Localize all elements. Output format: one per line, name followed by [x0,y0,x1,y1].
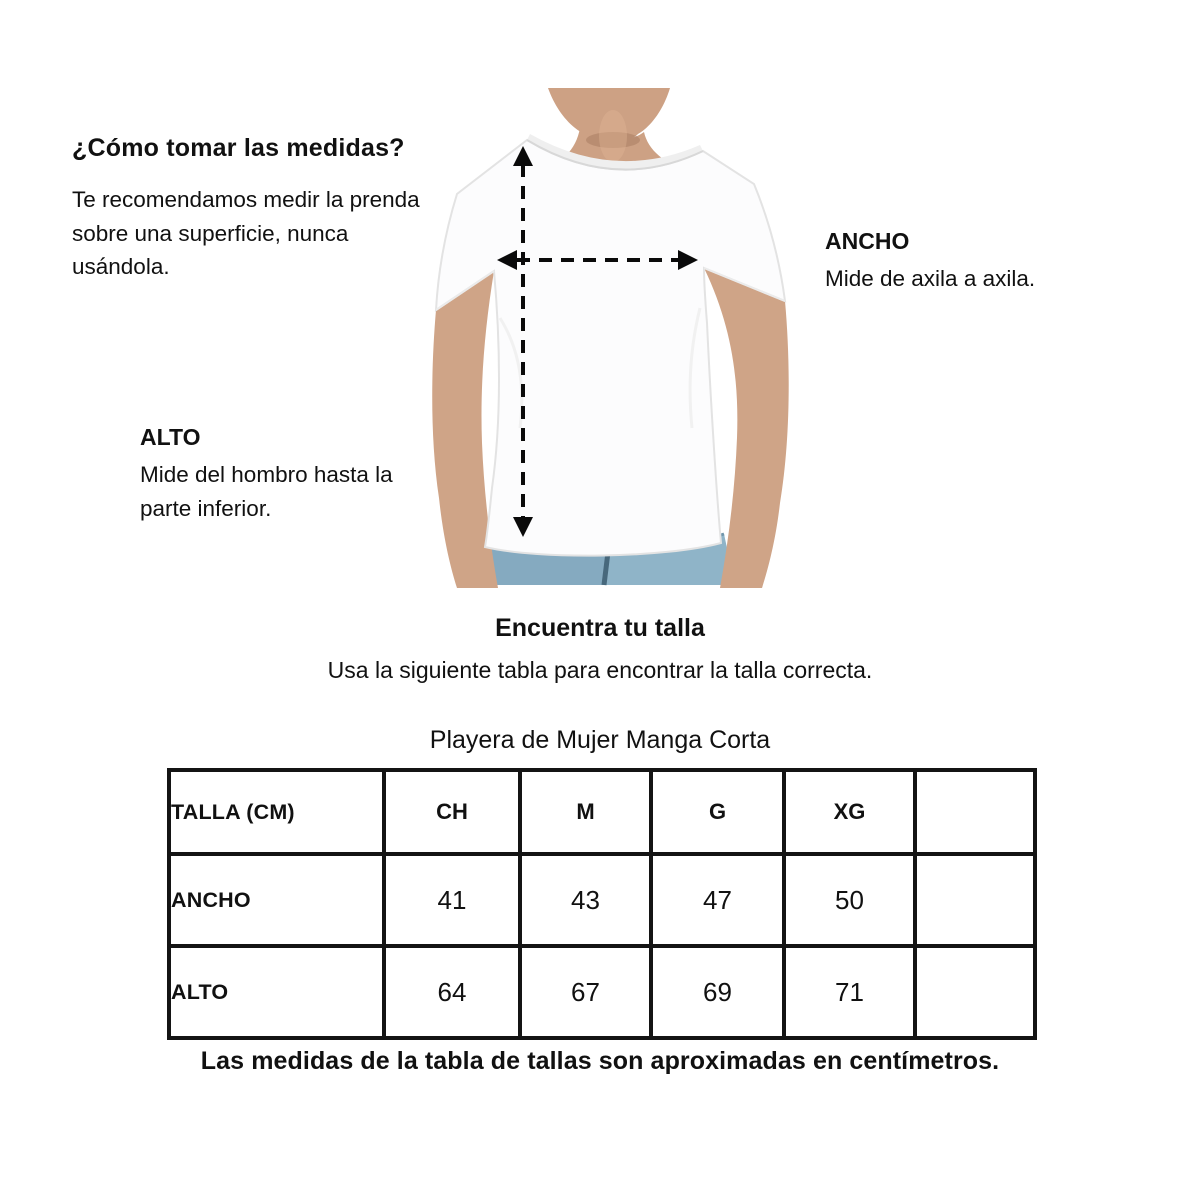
table-row-ancho [169,854,1035,946]
alto-empty-value [915,946,1035,1038]
ancho-description: Mide de axila a axila. [825,266,1036,291]
ancho-note [825,228,1125,296]
ancho-g-value: 47 [651,854,784,946]
alto-m-value: 67 [520,946,651,1038]
header-talla-cm: TALLA (CM) [169,770,384,854]
size-table [167,768,1037,1040]
ancho-m-value: 43 [520,854,651,946]
howto-section [72,134,432,284]
ancho-label: ANCHO [825,228,910,254]
find-size-title: Encuentra tu talla [495,614,705,642]
alto-ch-value: 64 [384,946,520,1038]
model-photo [430,88,790,588]
alto-xg-value: 71 [784,946,915,1038]
header-m: M [520,770,651,854]
size-table-header-row [169,770,1035,854]
tshirt-measure-illustration [430,88,790,588]
ancho-empty-value [915,854,1035,946]
alto-description: Mide del hombro hasta la parte inferior. [140,462,393,521]
row-label-alto: ALTO [169,946,384,1038]
ancho-ch-value: 41 [384,854,520,946]
ancho-xg-value: 50 [784,854,915,946]
find-size-section [0,614,1200,684]
footnote: Las medidas de la tabla de tallas son aproximadas en centímetros. [200,1047,1000,1075]
table-row-alto [169,946,1035,1038]
row-label-ancho: ANCHO [169,854,384,946]
alto-note [140,424,420,525]
alto-g-value: 69 [651,946,784,1038]
howto-title: ¿Cómo tomar las medidas? [72,134,405,162]
header-ch: CH [384,770,520,854]
size-table-title: Playera de Mujer Manga Corta [429,726,771,754]
find-size-subtitle: Usa la siguiente tabla para encontrar la talla correcta. [327,657,873,683]
alto-label: ALTO [140,424,201,450]
header-g: G [651,770,784,854]
header-empty [915,770,1035,854]
howto-body: Te recomendamos medir la prenda sobre una superficie, nunca usándola. [72,187,420,279]
header-xg: XG [784,770,915,854]
